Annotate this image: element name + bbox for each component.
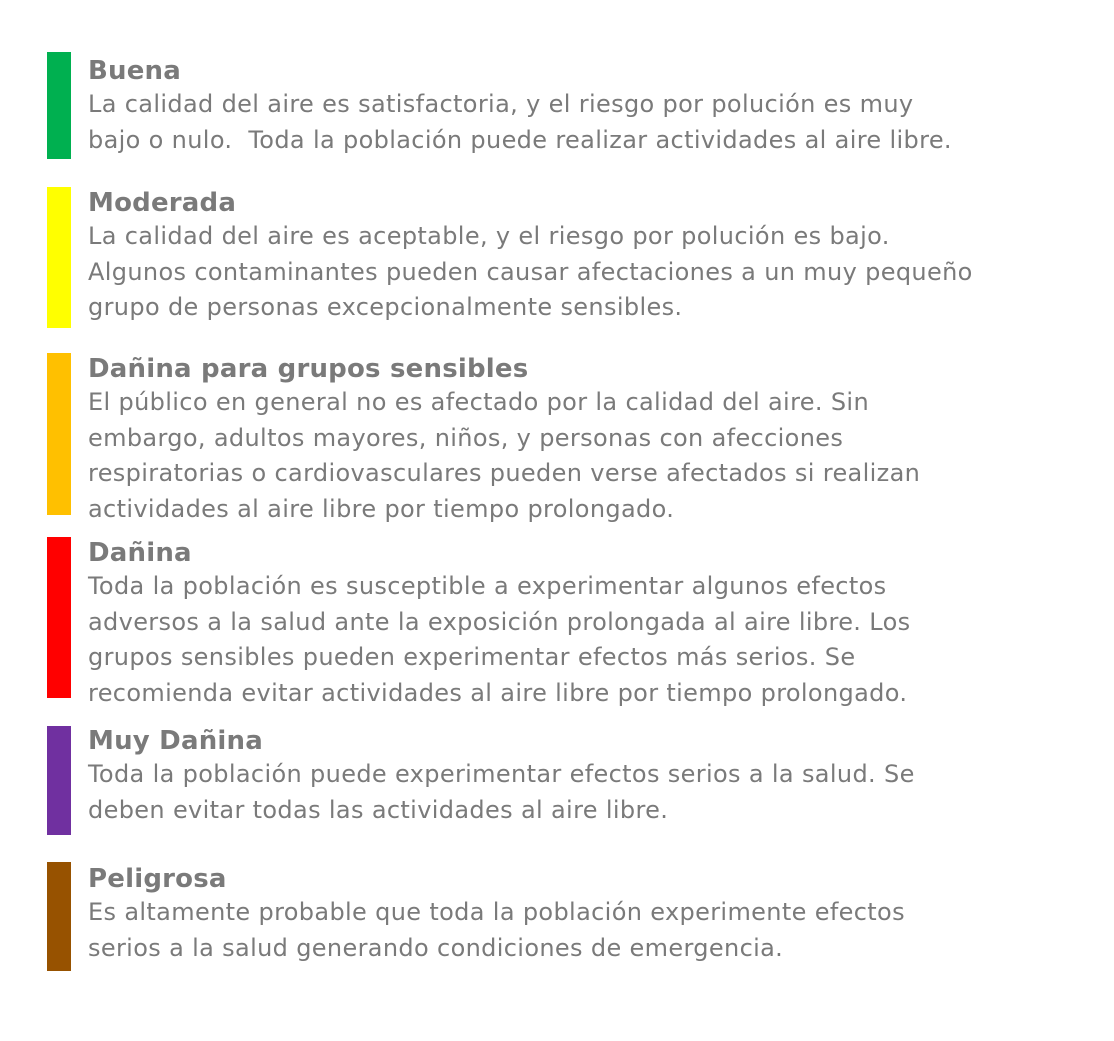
- description-line: Algunos contaminantes pueden causar afectaciones a un muy pequeño: [88, 257, 973, 286]
- category-title: Moderada: [88, 188, 237, 218]
- description-line: bajo o nulo. Toda la población puede realizar actividades al aire libre.: [88, 125, 952, 154]
- description-line: deben evitar todas las actividades al aire libre.: [88, 795, 669, 824]
- color-bar-green: [47, 52, 71, 159]
- description-line: La calidad del aire es aceptable, y el riesgo por polución es bajo.: [88, 222, 890, 250]
- category-title: Dañina para grupos sensibles: [88, 354, 529, 384]
- description-line: Toda la población puede experimentar efectos serios a la salud. Se: [88, 760, 915, 788]
- description-line: Toda la población es susceptible a experimentar algunos efectos: [88, 572, 887, 600]
- category-title: Buena: [88, 56, 182, 86]
- color-bar-red: [47, 537, 71, 698]
- description-line: recomienda evitar actividades al aire libre por tiempo prolongado.: [88, 678, 908, 707]
- description-line: grupo de personas excepcionalmente sensibles.: [88, 293, 683, 321]
- description-line: Es altamente probable que toda la población experimente efectos: [88, 898, 905, 926]
- description-line: embargo, adultos mayores, niños, y personas con afecciones: [88, 423, 844, 452]
- category-title: Dañina: [88, 538, 192, 568]
- color-bar-purple: [47, 726, 71, 835]
- description-line: grupos sensibles pueden experimentar efectos más serios. Se: [88, 643, 856, 671]
- category-title: Peligrosa: [88, 864, 227, 894]
- description-line: La calidad del aire es satisfactoria, y el riesgo por polución es muy: [88, 90, 914, 118]
- description-line: adversos a la salud ante la exposición prolongada al aire libre. Los: [88, 607, 911, 636]
- color-bar-orange: [47, 353, 71, 515]
- description-line: actividades al aire libre por tiempo prolongado.: [88, 494, 675, 523]
- description-line: serios a la salud generando condiciones de emergencia.: [88, 933, 784, 962]
- category-title: Muy Dañina: [88, 726, 263, 756]
- color-bar-brown: [47, 862, 71, 971]
- color-bar-yellow: [47, 187, 71, 328]
- description-line: respiratorias o cardiovasculares pueden verse afectados si realizan: [88, 459, 921, 487]
- description-line: El público en general no es afectado por la calidad del aire. Sin: [88, 388, 869, 416]
